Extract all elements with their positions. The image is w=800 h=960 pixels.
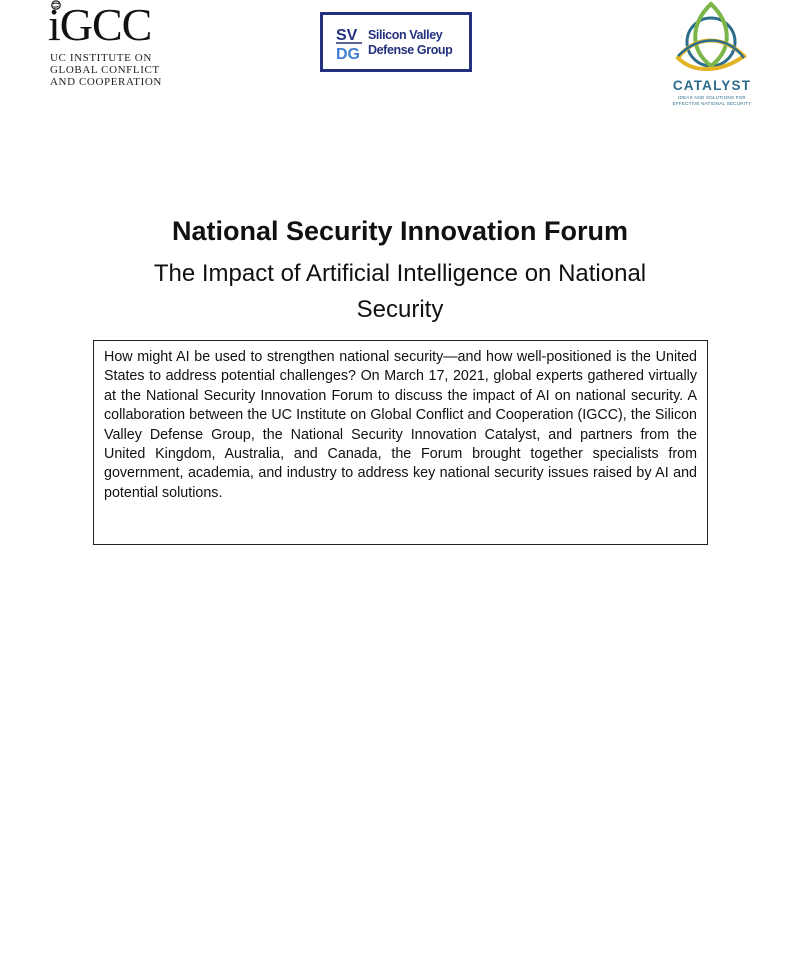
catalyst-knot-icon xyxy=(668,0,754,78)
catalyst-logo xyxy=(664,0,760,112)
igcc-logo xyxy=(48,0,168,92)
igcc-subtitle-line: GLOBAL CONFLICT xyxy=(50,64,160,76)
svg-text:SV: SV xyxy=(336,27,358,44)
igcc-subtitle xyxy=(50,52,162,88)
catalyst-tagline-line: EFFECTIVE NATIONAL SECURITY xyxy=(672,100,752,106)
svdg-name-line: Silicon Valley xyxy=(368,28,443,42)
catalyst-tagline xyxy=(664,95,760,106)
catalyst-name: CATALYST xyxy=(672,78,752,93)
abstract-box: How might AI be used to strengthen national security—and how well-positioned is the United States to address potential challenges? On March 17, 2021, global experts gathered virtually at the National Security Innovation Forum to discuss the impact of AI on national security. A collaboration between the UC Institute on Global Conflict and Cooperation (IGCC), the Silicon Valley Defense Group, the National Security Innovation Catalyst, and partners from the United Kingdom, Australia, and Canada, the Forum brought together specialists from government, academia, and industry to address key national security issues raised by AI and potential solutions. xyxy=(93,340,708,545)
igcc-subtitle-line: UC INSTITUTE ON xyxy=(50,52,152,64)
igcc-subtitle-line: AND COOPERATION xyxy=(50,76,162,88)
svdg-name xyxy=(368,28,452,58)
document-title: National Security Innovation Forum xyxy=(171,216,629,246)
igcc-wordmark: iGCC xyxy=(48,0,152,50)
svdg-name-line: Defense Group xyxy=(368,43,453,57)
catalyst-tagline-line: IDEAS AND SOLUTIONS FOR xyxy=(678,95,746,100)
svdg-monogram-icon xyxy=(335,23,363,63)
document-subtitle: The Impact of Artificial Intelligence on National Security xyxy=(153,260,647,323)
svg-text:DG: DG xyxy=(336,46,360,63)
svdg-logo xyxy=(320,12,472,72)
